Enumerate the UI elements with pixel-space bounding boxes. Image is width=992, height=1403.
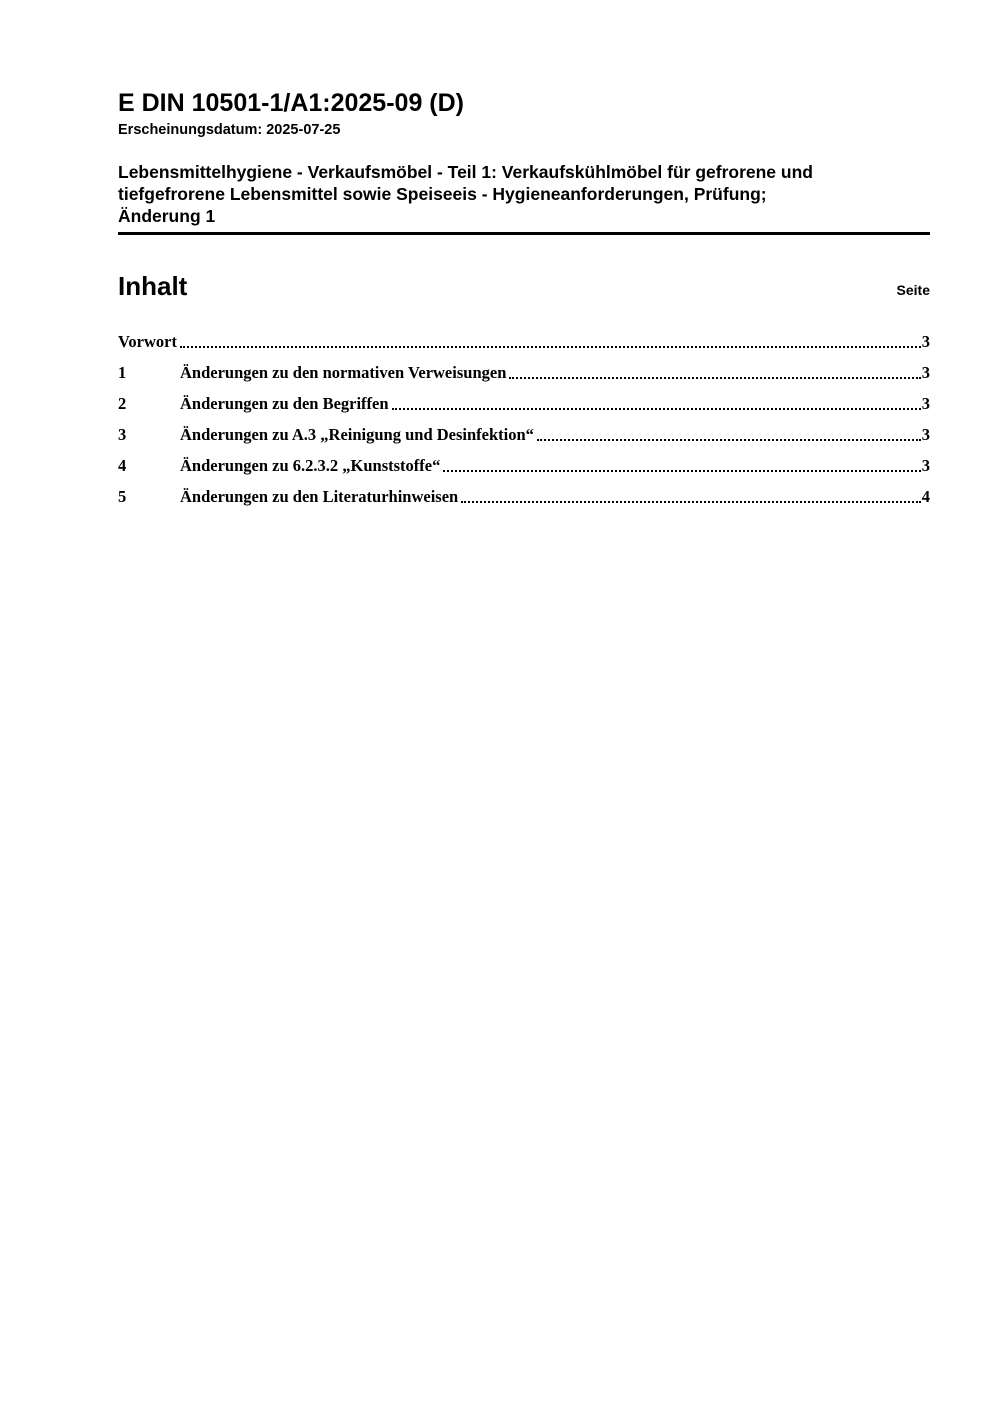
document-title-line-1: Lebensmittelhygiene - Verkaufsmöbel - Teil 1: Verkaufskühlmöbel für gefrorene und xyxy=(118,162,813,182)
toc-entry[interactable] xyxy=(118,331,930,352)
toc-entry-number: 1 xyxy=(118,363,127,382)
toc-dot-leader xyxy=(443,470,920,472)
toc-entry-page: 3 xyxy=(921,332,930,351)
toc-entry-title: Vorwort xyxy=(118,332,177,351)
toc-entry-title: Änderungen zu den normativen Verweisungen xyxy=(180,363,507,382)
toc-entry-number: 5 xyxy=(118,487,127,506)
toc-entry[interactable] xyxy=(118,393,930,414)
toc-dot-leader xyxy=(509,377,920,379)
document-title-line-3: Änderung 1 xyxy=(118,206,216,226)
toc-dot-leader xyxy=(461,501,921,503)
publication-date: Erscheinungsdatum: 2025-07-25 xyxy=(118,122,341,138)
toc-list xyxy=(118,331,930,507)
toc-entry-number: 4 xyxy=(118,456,127,475)
toc-entry-page: 4 xyxy=(921,487,930,506)
toc-entry-title: Änderungen zu A.3 „Reinigung und Desinfektion“ xyxy=(180,425,534,444)
toc-dot-leader xyxy=(537,439,921,441)
document-title xyxy=(118,161,930,235)
toc-entry[interactable] xyxy=(118,455,930,476)
toc-entry-page: 3 xyxy=(921,394,930,413)
toc-header xyxy=(118,271,930,301)
toc-dot-leader xyxy=(392,408,921,410)
toc-entry-title: Änderungen zu 6.2.3.2 „Kunststoffe“ xyxy=(180,456,441,475)
toc-entry-title: Änderungen zu den Literaturhinweisen xyxy=(180,487,459,506)
toc-dot-leader xyxy=(180,346,921,348)
page-column-label: Seite xyxy=(896,282,930,298)
document-title-line-2: tiefgefrorene Lebensmittel sowie Speiseeis - Hygieneanforderungen, Prüfung; xyxy=(118,184,767,204)
document-number: E DIN 10501-1/A1:2025-09 (D) xyxy=(118,89,464,117)
toc-entry-page: 3 xyxy=(921,456,930,475)
toc-entry-title: Änderungen zu den Begriffen xyxy=(180,394,389,413)
toc-entry[interactable] xyxy=(118,424,930,445)
toc-entry-page: 3 xyxy=(921,363,930,382)
toc-heading: Inhalt xyxy=(118,271,188,301)
toc-entry-page: 3 xyxy=(921,425,930,444)
toc-entry-number: 2 xyxy=(118,394,127,413)
toc-entry[interactable] xyxy=(118,486,930,507)
toc-entry[interactable] xyxy=(118,362,930,383)
toc-entry-number: 3 xyxy=(118,425,127,444)
